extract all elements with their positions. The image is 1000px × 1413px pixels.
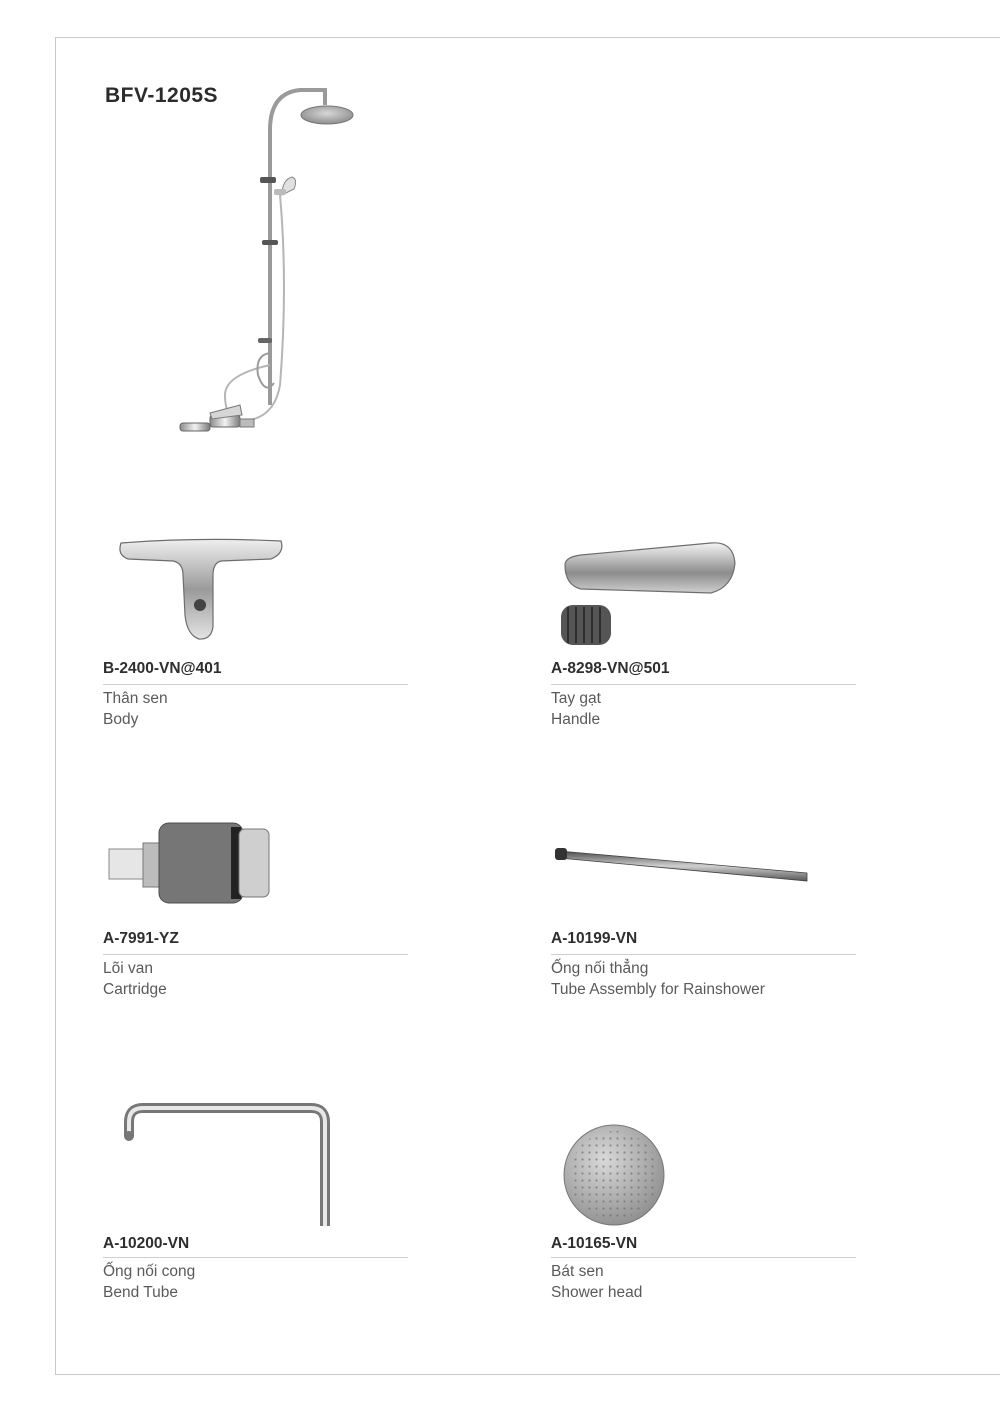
- part-name-vi: Ống nối thẳng: [551, 960, 649, 977]
- divider: [551, 684, 856, 685]
- part-item: [103, 535, 408, 735]
- part-item: [551, 1100, 856, 1310]
- part-name-vi: Lõi van: [103, 960, 153, 977]
- part-name-en: Tube Assembly for Rainshower: [551, 981, 765, 998]
- part-name-en: Cartridge: [103, 981, 167, 998]
- model-title: BFV-1205S: [105, 84, 219, 107]
- straight-tube-icon: [551, 815, 856, 915]
- part-name-en: Body: [103, 711, 139, 728]
- part-item: [551, 815, 856, 1015]
- divider: [103, 1257, 408, 1258]
- part-name-en: Handle: [551, 711, 601, 728]
- part-name-en: Bend Tube: [103, 1284, 178, 1301]
- part-code: A-8298-VN@501: [551, 660, 670, 677]
- part-code: B-2400-VN@401: [103, 660, 222, 677]
- shower-head-icon: [551, 1100, 856, 1228]
- divider: [551, 1257, 856, 1258]
- part-name-vi: Tay gạt: [551, 690, 601, 707]
- shower-body-icon: [103, 535, 408, 645]
- part-name-vi: Bát sen: [551, 1263, 604, 1280]
- divider: [551, 954, 856, 955]
- part-item: [103, 1100, 408, 1310]
- part-name-en: Shower head: [551, 1284, 643, 1301]
- part-item: [103, 815, 408, 1015]
- part-name-vi: Ống nối cong: [103, 1263, 196, 1280]
- part-item: [551, 535, 856, 735]
- part-code: A-7991-YZ: [103, 930, 179, 947]
- part-code: A-10199-VN: [551, 930, 638, 947]
- shower-set-icon: [170, 85, 360, 480]
- part-code: A-10165-VN: [551, 1235, 638, 1252]
- lever-handle-icon: [551, 535, 856, 650]
- cartridge-icon: [103, 815, 408, 915]
- part-code: A-10200-VN: [103, 1235, 190, 1252]
- divider: [103, 684, 408, 685]
- part-name-vi: Thân sen: [103, 690, 168, 707]
- bend-tube-icon: [103, 1100, 408, 1228]
- divider: [103, 954, 408, 955]
